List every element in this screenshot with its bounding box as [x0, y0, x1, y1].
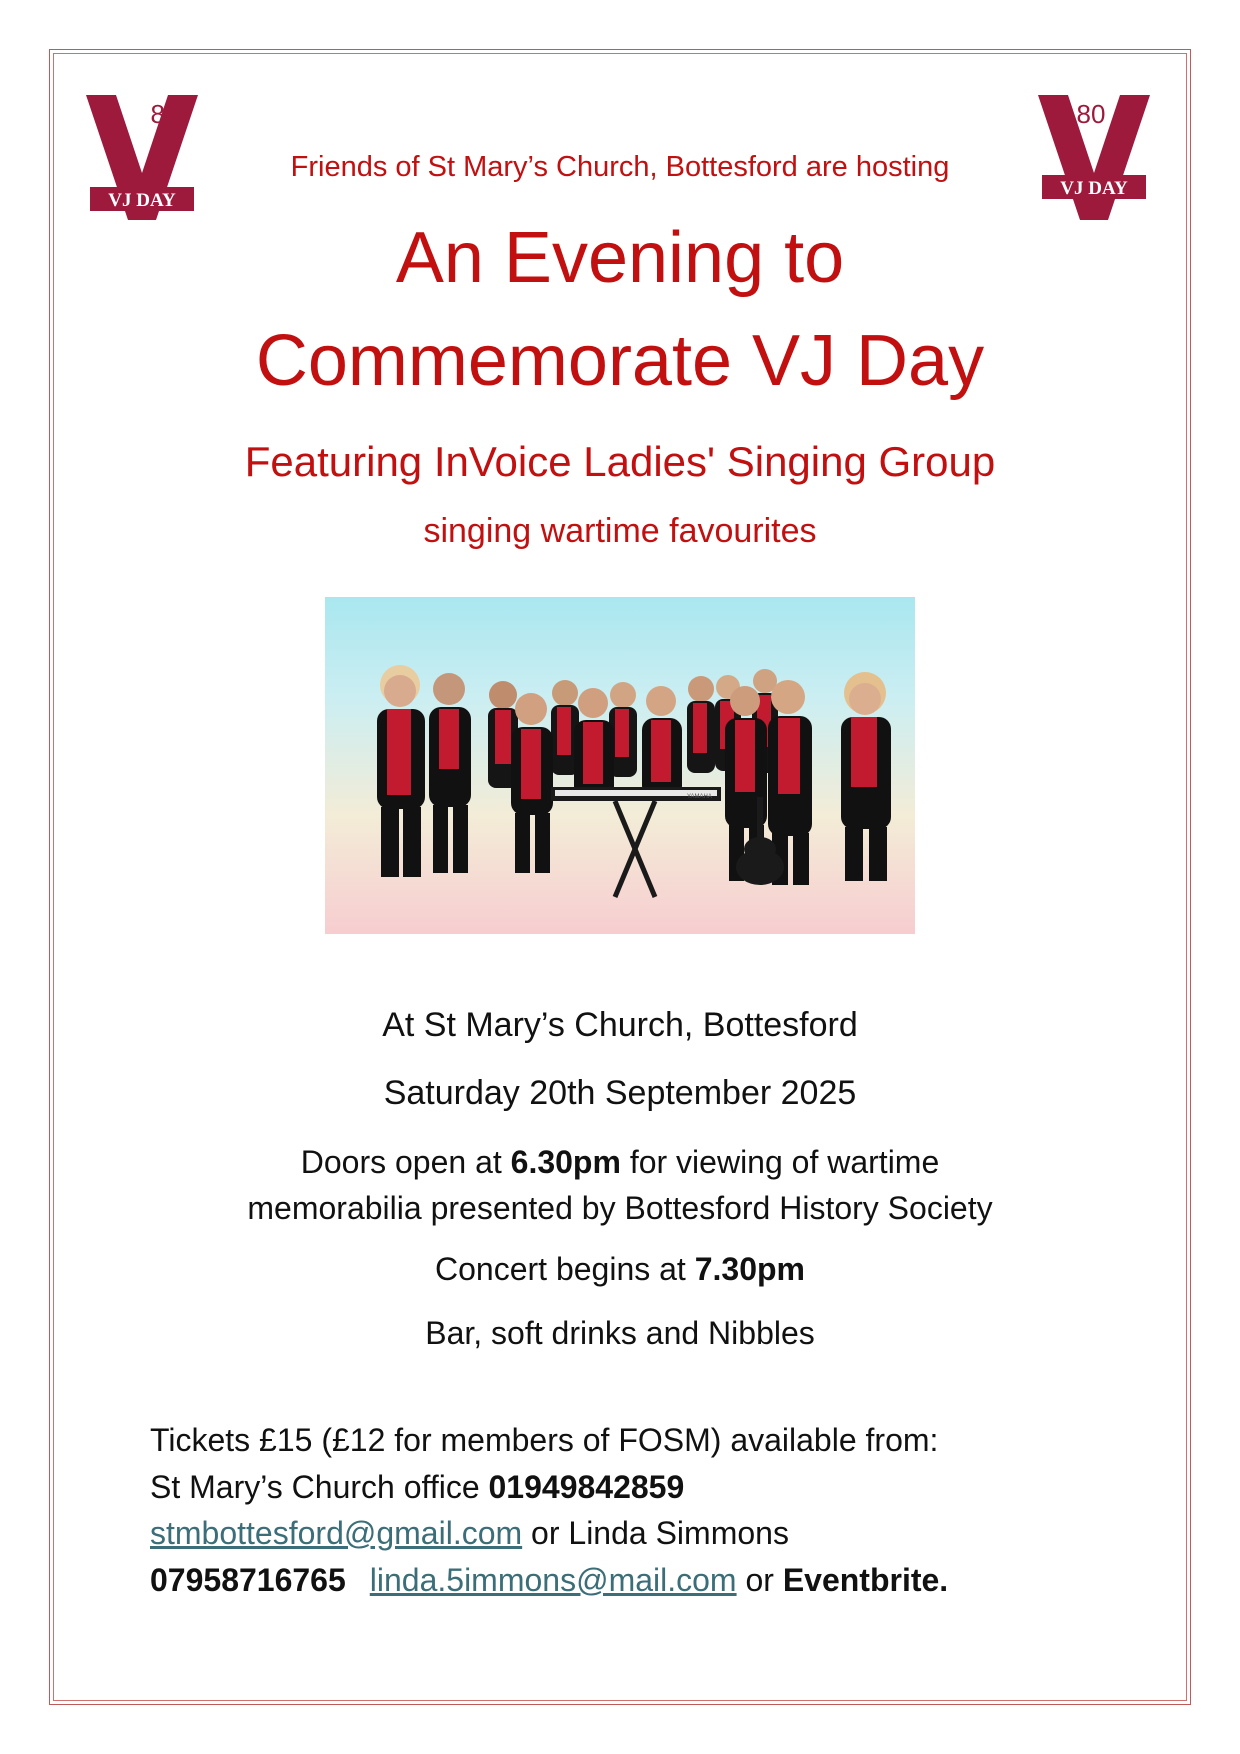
logo-left-banner: VJ DAY: [108, 190, 176, 211]
logo-left-number: 80: [150, 99, 180, 129]
doors-time: 6.30pm: [510, 1144, 621, 1180]
doors-line-1: [0, 1144, 1240, 1181]
logo-right-banner: VJ DAY: [1060, 178, 1128, 199]
or-text: or: [736, 1562, 783, 1598]
venue-line: At St Mary’s Church, Bottesford: [382, 1006, 858, 1044]
featuring-line: Featuring InVoice Ladies' Singing Group: [244, 438, 996, 485]
doors-prefix: Doors open at: [300, 1144, 511, 1180]
eventbrite-text: Eventbrite.: [782, 1562, 949, 1598]
tickets-line: Tickets £15 (£12 for members of FOSM) available from:: [150, 1422, 939, 1458]
linda-line: [150, 1562, 948, 1599]
bar-line: Bar, soft drinks and Nibbles: [425, 1315, 815, 1351]
office-phone: 01949842859: [488, 1469, 685, 1505]
keyboard: [551, 787, 721, 897]
email-line: [150, 1515, 789, 1552]
concert-time: 7.30pm: [694, 1251, 805, 1287]
concert-prefix: Concert begins at: [435, 1251, 695, 1287]
doors-suffix: for viewing of wartime: [620, 1144, 940, 1180]
or-linda-text: or Linda Simmons: [522, 1515, 789, 1551]
title-line-1: An Evening to: [395, 218, 845, 298]
linda-email-link[interactable]: linda.5immons@mail.com: [369, 1562, 737, 1598]
church-email-link[interactable]: stmbottesford@gmail.com: [150, 1515, 523, 1551]
office-prefix: St Mary’s Church office: [150, 1469, 489, 1505]
title-line-2: Commemorate VJ Day: [255, 321, 985, 401]
group-photo: [325, 597, 915, 934]
date-line: Saturday 20th September 2025: [383, 1074, 857, 1112]
doors-line-2: memorabilia presented by Bottesford History Society: [247, 1190, 993, 1226]
logo-right-number: 80: [1076, 99, 1106, 129]
keyboard-brand-label: YAMAHA: [687, 794, 712, 800]
host-line: Friends of St Mary’s Church, Bottesford are hosting: [290, 151, 950, 183]
linda-phone: 07958716765: [150, 1562, 346, 1598]
subtitle-line: singing wartime favourites: [423, 512, 817, 550]
concert-line: [0, 1251, 1240, 1288]
office-line: [150, 1469, 684, 1506]
